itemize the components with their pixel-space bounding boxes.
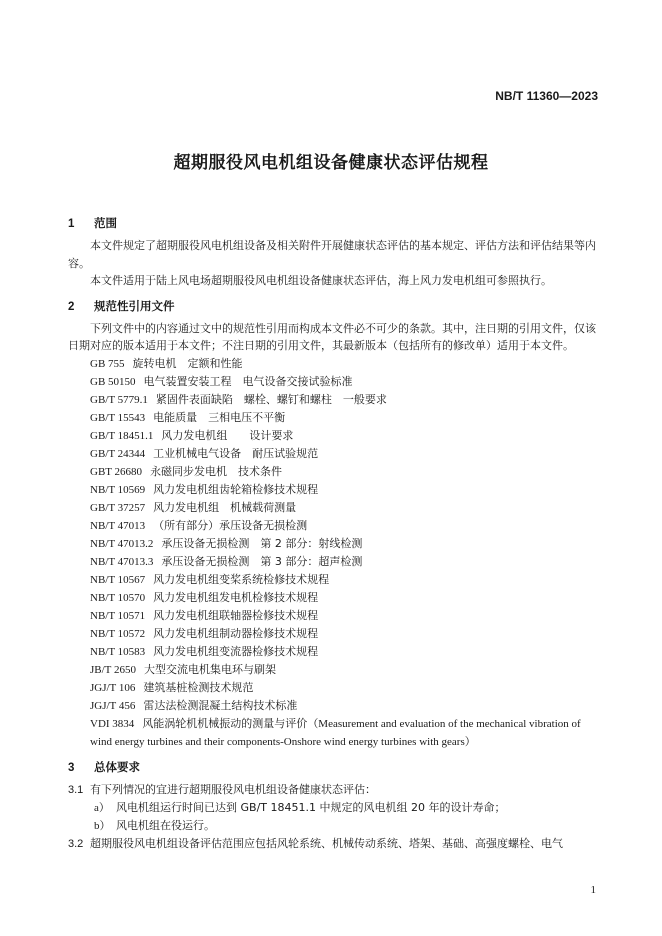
- section-3-heading: [68, 757, 602, 778]
- reference-code: GB 50150: [90, 375, 136, 388]
- reference-item: [68, 409, 602, 427]
- reference-title: 风力发电机组发电机检修技术规程: [153, 590, 319, 604]
- section-1-heading: [68, 213, 602, 234]
- document-title: 超期服役风电机组设备健康状态评估规程: [173, 153, 489, 173]
- reference-item: [68, 553, 602, 571]
- reference-code: NB/T 10569: [90, 483, 146, 496]
- reference-item: [68, 571, 602, 589]
- reference-code: NB/T 10572: [90, 627, 146, 640]
- reference-code: NB/T 47013.3: [90, 555, 154, 568]
- reference-title: （所有部分）承压设备无损检测: [153, 518, 308, 532]
- reference-item: [68, 679, 602, 697]
- reference-title: 大型交流电机集电环与刷架: [143, 662, 276, 676]
- section-title: 范围: [94, 216, 117, 230]
- reference-item: [68, 355, 602, 373]
- reference-item: [68, 427, 602, 445]
- reference-item: [68, 625, 602, 643]
- reference-title: 承压设备无损检测 第 2 部分：射线检测: [161, 536, 363, 550]
- reference-title: 工业机械电气设备 耐压试验规范: [153, 446, 319, 460]
- clause-3-2: [68, 835, 602, 853]
- reference-code: VDI 3834: [90, 717, 135, 730]
- list-item: [68, 799, 602, 817]
- list-marker: a）: [94, 801, 110, 814]
- list-marker: b）: [94, 819, 111, 832]
- reference-item: [68, 607, 602, 625]
- reference-title: 风力发电机组 设计要求: [161, 428, 294, 442]
- reference-title: 风力发电机组齿轮箱检修技术规程: [153, 482, 319, 496]
- reference-item: [68, 661, 602, 679]
- reference-code: GB/T 24344: [90, 447, 146, 460]
- page-number: 1: [590, 884, 596, 896]
- reference-code: NB/T 10571: [90, 609, 146, 622]
- reference-title: 风力发电机组变流器检修技术规程: [153, 644, 319, 658]
- reference-item: [68, 463, 602, 481]
- reference-title: 风能涡轮机机械振动的测量与评价: [142, 716, 308, 730]
- reference-title: 电气装置安装工程 电气设备交接试验标准: [143, 374, 353, 388]
- clause-text: 有下列情况的宜进行超期服役风电机组设备健康状态评估：: [90, 782, 376, 796]
- reference-title: 紧固件表面缺陷 螺栓、螺钉和螺柱 一般要求: [155, 392, 387, 406]
- reference-title: 风力发电机组 机械载荷测量: [153, 500, 297, 514]
- section-number: 3: [68, 761, 75, 774]
- reference-title: 雷达法检测混凝土结构技术标准: [143, 698, 298, 712]
- reference-title: 电能质量 三相电压不平衡: [153, 410, 286, 424]
- reference-code: NB/T 10570: [90, 591, 146, 604]
- section-title: 总体要求: [94, 759, 140, 774]
- paragraph: 本文件适用于陆上风电场超期服役风电机组设备健康状态评估，海上风力发电机组可参照执行。: [90, 274, 552, 287]
- reference-code: NB/T 10583: [90, 645, 146, 658]
- reference-code: JGJ/T 106: [90, 681, 136, 694]
- document-body: [68, 213, 602, 853]
- reference-item: [68, 643, 602, 661]
- section-title: 规范性引用文件: [94, 298, 175, 313]
- clause-number: 3.1: [68, 783, 84, 796]
- reference-code: NB/T 10567: [90, 573, 146, 586]
- reference-code: GB 755: [90, 357, 125, 370]
- reference-item: [68, 391, 602, 409]
- reference-title: 承压设备无损检测 第 3 部分：超声检测: [161, 554, 363, 568]
- paragraph: 下列文件中的内容通过文中的规范性引用而构成本文件必不可少的条款。其中，注日期的引用文件，仅该日期对应的版本适用于本文件；不注日期的引用文件，其最新版本（包括所有的修改单）适用于本文件。: [68, 321, 596, 352]
- reference-item: [68, 589, 602, 607]
- reference-title: 风力发电机组联轴器检修技术规程: [153, 608, 319, 622]
- list-item: [68, 817, 602, 835]
- section-2-heading: [68, 296, 602, 317]
- reference-code: NB/T 47013.2: [90, 537, 154, 550]
- reference-code: GBT 26680: [90, 465, 143, 478]
- reference-item: [68, 697, 602, 715]
- reference-title: 风力发电机组制动器检修技术规程: [153, 626, 319, 640]
- reference-english-title: （Measurement and evaluation of the mechanical vibration of wind energy turbines and their components-Onshore wind energy turbines with gears）: [90, 717, 581, 748]
- reference-code: GB/T 5779.1: [90, 393, 148, 406]
- reference-item: [68, 499, 602, 517]
- reference-title: 旋转电机 定额和性能: [132, 356, 243, 370]
- reference-item: [68, 517, 602, 535]
- reference-item: [68, 373, 602, 391]
- reference-code: JGJ/T 456: [90, 699, 136, 712]
- reference-item: [68, 481, 602, 499]
- reference-list: [68, 355, 602, 751]
- clause-text: 超期服役风电机组设备评估范围应包括风轮系统、机械传动系统、塔架、基础、高强度螺栓、电气: [90, 836, 563, 850]
- section-number: 1: [68, 218, 75, 230]
- standard-number: NB/T 11360—2023: [495, 89, 598, 103]
- reference-code: JB/T 2650: [90, 663, 136, 676]
- reference-code: GB/T 37257: [90, 501, 146, 514]
- reference-item: [68, 445, 602, 463]
- reference-code: GB/T 18451.1: [90, 429, 154, 442]
- reference-item: [68, 535, 602, 553]
- reference-code: NB/T 47013: [90, 519, 146, 532]
- reference-item-vdi: [68, 715, 602, 751]
- clause-3-1: [68, 781, 602, 799]
- paragraph: 本文件规定了超期服役风电机组设备及相关附件开展健康状态评估的基本规定、评估方法和评估结果等内容。: [68, 239, 596, 270]
- clause-number: 3.2: [68, 837, 84, 850]
- section-number: 2: [68, 300, 75, 313]
- reference-title: 建筑基桩检测技术规范: [143, 680, 254, 694]
- list-item-text: 风电机组运行时间已达到 GB/T 18451.1 中规定的风电机组 20 年的设计寿命；: [116, 800, 506, 814]
- reference-title: 风力发电机组变桨系统检修技术规程: [153, 572, 330, 586]
- reference-title: 永磁同步发电机 技术条件: [150, 464, 283, 478]
- reference-code: GB/T 15543: [90, 411, 146, 424]
- list-item-text: 风电机组在役运行。: [116, 818, 215, 832]
